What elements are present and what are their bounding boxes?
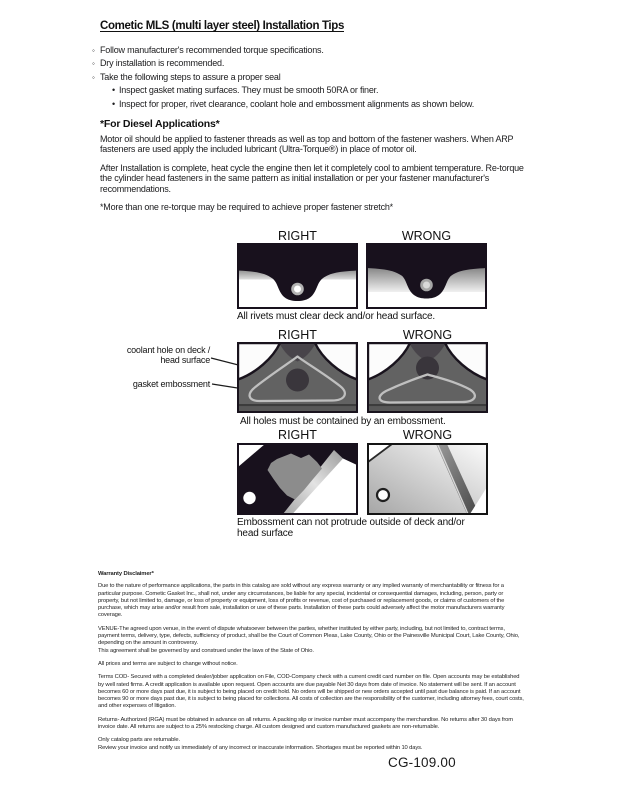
coolant-hole-right-figure — [237, 342, 358, 413]
warranty-disclaimer-section — [98, 571, 524, 752]
page-title: Cometic MLS (multi layer steel) Installation Tips — [100, 20, 344, 32]
embossment-protrusion-wrong-figure — [367, 443, 488, 515]
warranty-paragraph-catalog: Only catalog parts are returnable. — [98, 737, 180, 744]
right-label-row3: RIGHT — [278, 428, 317, 442]
row1-caption: All rivets must clear deck and/or head surface. — [237, 311, 436, 322]
diesel-paragraph-retorque: After Installation is complete, heat cycle the engine then let it completely cool to ambient temperature. Re-torque the cylinder head fasteners in the same pattern as initial installation or per your fastener manufacturer's recommendations. — [100, 163, 524, 194]
embossment-protrusion-right-figure — [237, 443, 358, 515]
tip-text: Inspect for proper, rivet clearance, coolant hole and embossment alignments as shown below. — [119, 98, 475, 109]
bolt-hole-icon — [377, 489, 389, 501]
coolant-hole-callout-label: coolant hole on deck / head surface — [126, 345, 210, 365]
rivet-clearance-right-figure — [237, 243, 358, 309]
warranty-paragraph-liability: Due to the nature of performance applications, the parts in this catalog are sold without any express warranty or any implied warranty of merchantability or fitness for a particular purpose. Cometic Gasket Inc., shall not, under any circumstances, be liable for any special, incidental or consequential damages, including, person, party or property, but not limited to, damage, or loss of property or equipment, loss of profits or revenue, cost of purchased or replacement goods, or claims of customers of the purchase, which may arise and/or result from sale, installation or use of these parts. Installation of these parts could adversely affect the motor manufacturers warranty coverage. — [98, 583, 505, 619]
row2-caption: All holes must be contained by an embossment. — [240, 416, 446, 427]
bolt-hole-icon — [243, 492, 255, 504]
page-number: CG-109.00 — [388, 755, 456, 770]
gasket-embossment-callout-label: gasket embossment — [132, 379, 210, 389]
warranty-paragraph-terms: Terms COD- Secured with a completed dealer/jobber application on File, COD-Company check with a current credit card number on file. Open accounts may be established by well rated firms. A credit application is available upon request. Open accounts are due payable Net 30 days from date of invoice. No statement will be sent. If an account becomes 60 or more days past due, it is subject to being placed on credit hold. No orders will be shipped or new orders accepted until past due balance is paid. If an account becomes 90 or more days past due, it is subject to being placed for collections. All costs of collection are the responsibility of the customer, including attorney fees, court costs, and other expenses of litigation. — [98, 674, 524, 710]
tip-text: Inspect gasket mating surfaces. They must be smooth 50RA or finer. — [119, 85, 379, 96]
warranty-heading: Warranty Disclaimer* — [98, 571, 154, 577]
tip-item — [92, 44, 474, 57]
wrong-label-row3: WRONG — [402, 428, 453, 442]
tip-text: Dry installation is recommended. — [100, 58, 225, 69]
coolant-hole-icon — [286, 369, 309, 392]
tip-sub-item — [92, 98, 474, 111]
diesel-applications-heading: *For Diesel Applications* — [100, 118, 220, 130]
dot-bullet-icon: • — [112, 98, 115, 109]
diesel-note-retorque: *More than one re-torque may be required to achieve proper fastener stretch* — [100, 202, 393, 212]
tip-text: Take the following steps to assure a proper seal — [100, 71, 281, 82]
right-label-row1: RIGHT — [278, 229, 317, 243]
rivet-clearance-wrong-figure — [366, 243, 487, 309]
wrong-label-row1: WRONG — [401, 229, 452, 243]
installation-tips-list — [92, 44, 474, 111]
row3-caption: Embossment can not protrude outside of deck and/or head surface — [237, 517, 465, 539]
tip-item — [92, 57, 474, 70]
circle-bullet-icon: ◦ — [92, 72, 95, 82]
tip-text: Follow manufacturer's recommended torque specifications. — [100, 45, 324, 55]
dot-bullet-icon: • — [112, 85, 115, 96]
tip-sub-item — [92, 84, 474, 97]
tip-item — [92, 71, 474, 84]
warranty-paragraph-governed: This agreement shall be governed by and construed under the laws of the State of Ohio. — [98, 647, 314, 654]
wrong-label-row2: WRONG — [402, 328, 453, 342]
warranty-paragraph-prices: All prices and terms are subject to change without notice. — [98, 660, 238, 667]
circle-bullet-icon: ◦ — [92, 59, 95, 69]
diesel-paragraph-motor-oil: Motor oil should be applied to fastener threads as well as top and bottom of the fastener washers. When ARP fasteners are used apply the included lubricant (Ultra-Torque®) in place of motor oil. — [100, 134, 514, 155]
warranty-paragraph-returns: Returns- Authorized (RGA) must be obtained in advance on all returns. A packing slip or invoice number must accompany the merchandise. No returns after 30 days from invoice date. All returns are subject to a 25% restocking charge. All custom designed and custom manufactured gaskets are non-returnable. — [98, 716, 513, 731]
warranty-paragraph-venue: VENUE-The agreed upon venue, in the event of dispute whatsoever between the parties, whether instituted by either party, including, but not limited to, contract terms, payment terms, delivery, type, defects, sufficiency of product, shall be the Court of Common Pleas, Lake County, Ohio or the Painesville Municipal Court, Lake County, Ohio, depending on the amount in controversy. — [98, 625, 520, 647]
coolant-hole-wrong-figure — [367, 342, 488, 413]
circle-bullet-icon: ◦ — [92, 46, 95, 55]
right-label-row2: RIGHT — [278, 328, 317, 342]
warranty-paragraph-review: Review your invoice and notify us immediately of any incorrect or inaccurate information. Shortages must be reported within 10 days. — [98, 744, 423, 751]
